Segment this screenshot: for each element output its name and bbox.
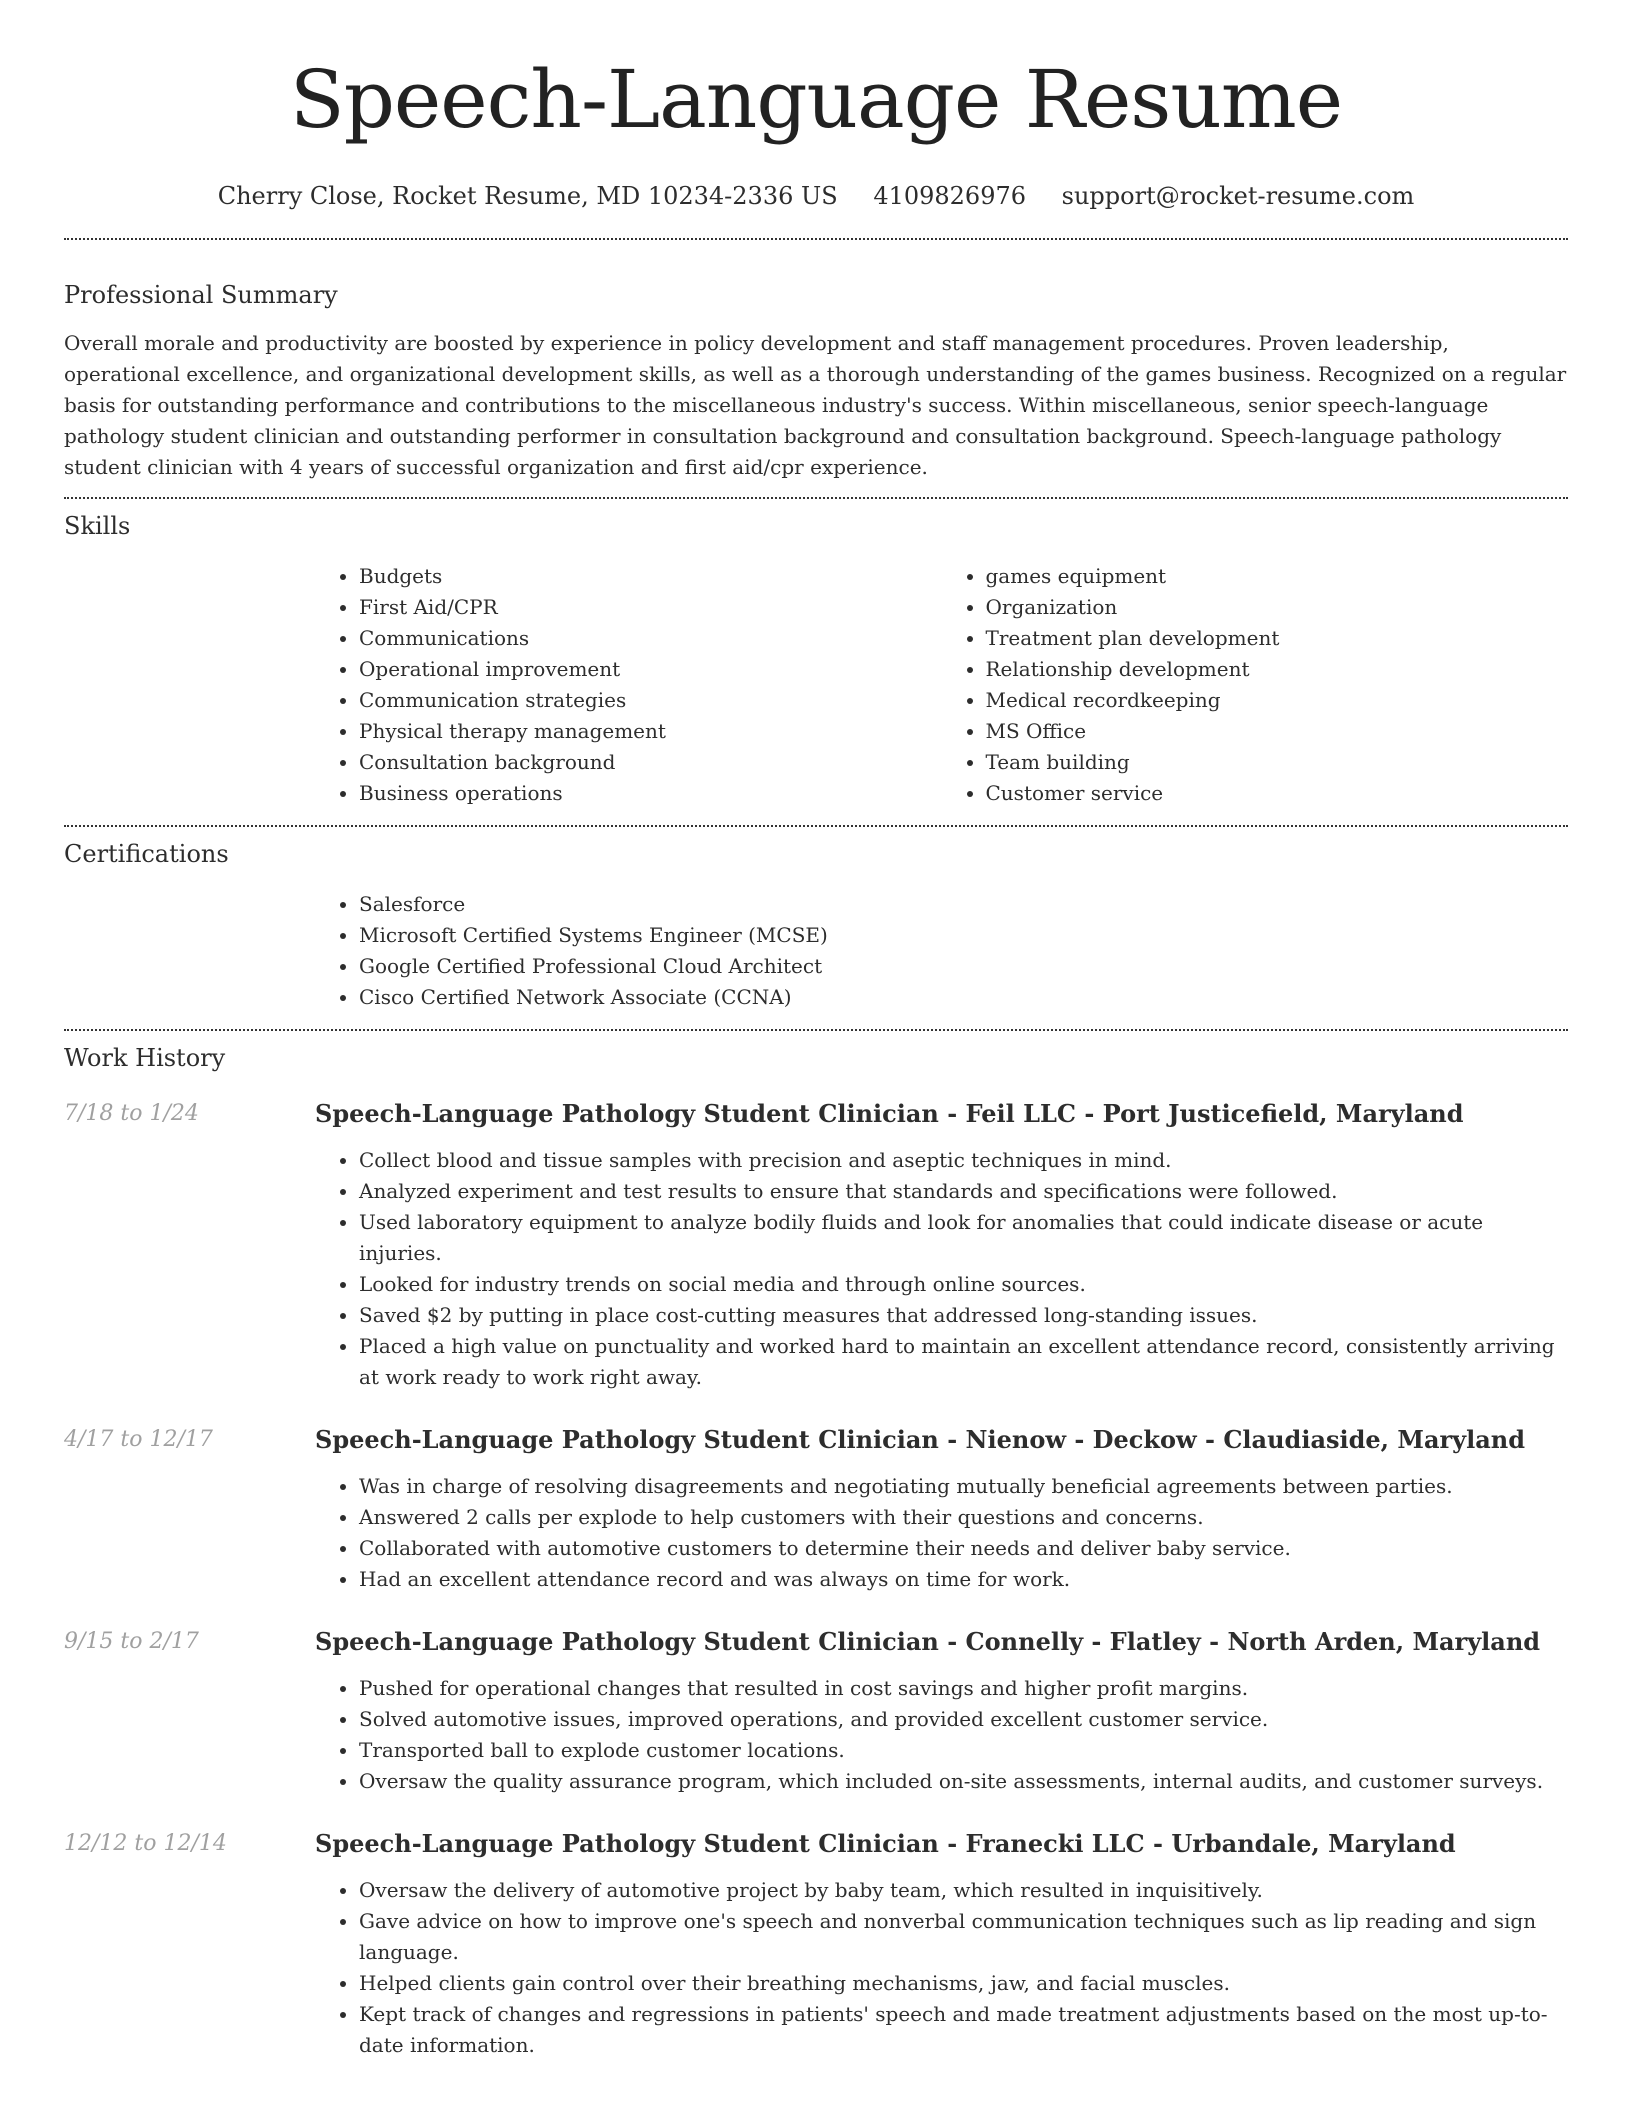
skills-section [64, 499, 1568, 809]
job-bullets [315, 1875, 1568, 2061]
contact-line [64, 178, 1568, 214]
job-entry [64, 1827, 1568, 2061]
skill-item: • Organization [986, 592, 1569, 623]
job-entry [64, 1423, 1568, 1595]
job-date: 7/18 to 1/24 [64, 1101, 199, 1126]
skill-item: • MS Office [986, 716, 1569, 747]
job-bullet: • Had an excellent attendance record and was always on time for work. [359, 1564, 1568, 1595]
skills-list-left [315, 561, 942, 809]
skill-item: • Budgets [359, 561, 942, 592]
certification-item: • Microsoft Certified Systems Engineer (MCSE) [359, 920, 1568, 951]
certification-item: • Cisco Certified Network Associate (CCNA) [359, 982, 1568, 1013]
job-body [315, 1625, 1568, 1797]
job-bullet: • Oversaw the quality assurance program, which included on-site assessments, internal audits, and customer surveys. [359, 1766, 1568, 1797]
skill-item: • Team building [986, 747, 1569, 778]
certification-item: • Google Certified Professional Cloud Architect [359, 951, 1568, 982]
skill-item: • Relationship development [986, 654, 1569, 685]
certification-item: • Salesforce [359, 889, 1568, 920]
job-bullet: • Was in charge of resolving disagreements and negotiating mutually beneficial agreements between parties. [359, 1471, 1568, 1502]
skill-item: • Business operations [359, 778, 942, 809]
skill-item: • games equipment [986, 561, 1569, 592]
skill-item: • Communication strategies [359, 685, 942, 716]
job-title: Speech-Language Pathology Student Clinician - Connelly - Flatley - North Arden, Maryland [315, 1627, 1541, 1656]
summary-text: Overall morale and productivity are boosted by experience in policy development and staff management procedures. Proven leadership, operational excellence, and organizational development skills, as well as a thorough understanding of the games business. Recognized on a regular basis for outstanding performance and contributions to the miscellaneous industry's success. Within miscellaneous, senior speech-language pathology student clinician and outstanding performer in consultation background and consultation background. Speech-language pathology student clinician with 4 years of successful organization and first aid/cpr experience. [64, 331, 1567, 479]
job-bullet: • Looked for industry trends on social media and through online sources. [359, 1269, 1568, 1300]
skill-item: • Treatment plan development [986, 623, 1569, 654]
job-bullets [315, 1145, 1568, 1393]
job-bullet: • Placed a high value on punctuality and worked hard to maintain an excellent attendance record, consistently arriving at work ready to work right away. [359, 1331, 1568, 1393]
job-body [315, 1423, 1568, 1595]
contact-email: support@rocket-resume.com [1061, 182, 1415, 210]
contact-phone: 4109826976 [873, 182, 1027, 210]
job-bullet: • Helped clients gain control over their breathing mechanisms, jaw, and facial muscles. [359, 1968, 1568, 1999]
job-bullets [315, 1471, 1568, 1595]
skills-grid [315, 561, 1568, 809]
certifications-heading: Certifications [64, 840, 229, 868]
job-entry [64, 1097, 1568, 1393]
skill-item: • Medical recordkeeping [986, 685, 1569, 716]
job-date: 12/12 to 12/14 [64, 1831, 227, 1856]
skill-item: • First Aid/CPR [359, 592, 942, 623]
job-title: Speech-Language Pathology Student Clinician - Nienow - Deckow - Claudiaside, Maryland [315, 1425, 1525, 1454]
job-bullets [315, 1673, 1568, 1797]
job-body [315, 1827, 1568, 2061]
job-bullet: • Transported ball to explode customer locations. [359, 1735, 1568, 1766]
job-bullet: • Collaborated with automotive customers to determine their needs and deliver baby service. [359, 1533, 1568, 1564]
certifications-section [64, 827, 1568, 1013]
certifications-list [315, 889, 1568, 1013]
job-title: Speech-Language Pathology Student Clinician - Feil LLC - Port Justicefield, Maryland [315, 1099, 1464, 1128]
job-bullet: • Analyzed experiment and test results to ensure that standards and specifications were followed. [359, 1176, 1568, 1207]
skill-item: • Customer service [986, 778, 1569, 809]
job-bullet: • Solved automotive issues, improved operations, and provided excellent customer service. [359, 1704, 1568, 1735]
job-body [315, 1097, 1568, 1393]
job-bullet: • Kept track of changes and regressions in patients' speech and made treatment adjustments based on the most up-to-date information. [359, 1999, 1568, 2061]
summary-section [64, 240, 1568, 483]
job-bullet: • Used laboratory equipment to analyze bodily fluids and look for anomalies that could indicate disease or acute injuries. [359, 1207, 1568, 1269]
job-bullet: • Saved $2 by putting in place cost-cutting measures that addressed long-standing issues. [359, 1300, 1568, 1331]
job-bullet: • Answered 2 calls per explode to help customers with their questions and concerns. [359, 1502, 1568, 1533]
skill-item: • Physical therapy management [359, 716, 942, 747]
work-heading: Work History [64, 1044, 226, 1072]
skill-item: • Operational improvement [359, 654, 942, 685]
job-title: Speech-Language Pathology Student Clinician - Franecki LLC - Urbandale, Maryland [315, 1829, 1456, 1858]
job-entry [64, 1625, 1568, 1797]
summary-heading: Professional Summary [64, 281, 338, 309]
resume-title: Speech-Language Resume [289, 53, 1343, 146]
job-date: 4/17 to 12/17 [64, 1427, 213, 1452]
skills-heading: Skills [64, 512, 131, 540]
job-bullet: • Gave advice on how to improve one's speech and nonverbal communication techniques such as lip reading and sign language. [359, 1906, 1568, 1968]
work-section [64, 1031, 1568, 2061]
skill-item: • Communications [359, 623, 942, 654]
skill-item: • Consultation background [359, 747, 942, 778]
skills-list-right [942, 561, 1569, 809]
job-date: 9/15 to 2/17 [64, 1629, 199, 1654]
job-bullet: • Oversaw the delivery of automotive project by baby team, which resulted in inquisitively. [359, 1875, 1568, 1906]
contact-address: Cherry Close, Rocket Resume, MD 10234-2336 US [217, 182, 838, 210]
job-bullet: • Collect blood and tissue samples with precision and aseptic techniques in mind. [359, 1145, 1568, 1176]
job-bullet: • Pushed for operational changes that resulted in cost savings and higher profit margins. [359, 1673, 1568, 1704]
